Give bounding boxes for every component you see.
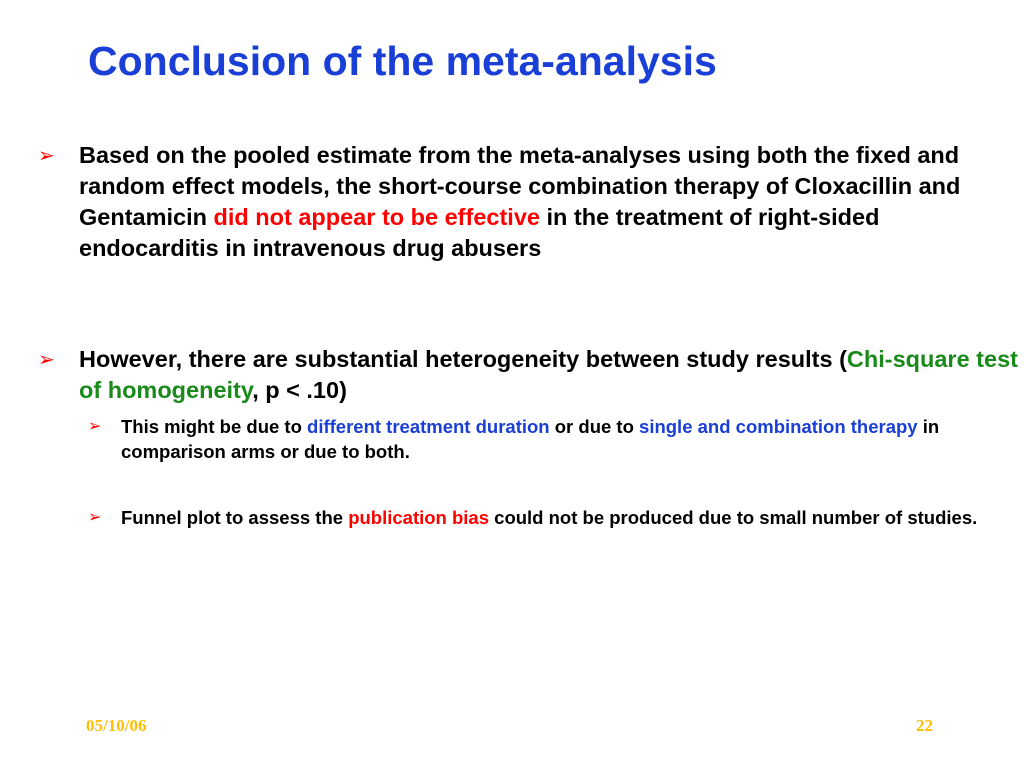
sub-bullet-treatment-duration xyxy=(88,414,1020,464)
bullet-text xyxy=(79,140,1018,264)
bullet-text-part: could not be produced due to small number of studies. xyxy=(489,507,978,528)
arrow-bullet-icon: ➢ xyxy=(38,349,55,371)
arrow-bullet-icon: ➢ xyxy=(88,509,102,526)
bullet-text-part: , p < .10) xyxy=(252,377,347,403)
bullet-text-part: Based on the pooled estimate from the meta-analyses using both the fixed and random effect models, the short-course combination therapy of Cloxacillin and Gentamicin xyxy=(79,142,961,230)
emphasis-treatment-duration: different treatment duration xyxy=(307,416,550,437)
bullet-text-part: However, there are substantial heterogeneity between study results ( xyxy=(79,346,847,372)
bullet-text-part: in the treatment of right-sided endocarditis in intravenous drug abusers xyxy=(79,204,880,261)
footer-date: 05/10/06 xyxy=(86,716,147,735)
slide-title: Conclusion of the meta-analysis xyxy=(88,38,717,84)
bullet-text xyxy=(121,414,1020,464)
emphasis-combination-therapy: single and combination therapy xyxy=(639,416,918,437)
arrow-bullet-icon: ➢ xyxy=(38,145,55,167)
bullet-text xyxy=(79,344,1018,406)
bullet-text-part: or due to xyxy=(549,416,640,437)
bullet-text-part: Funnel plot to assess the xyxy=(121,507,349,528)
emphasis-not-effective: did not appear to be effective xyxy=(213,204,540,230)
arrow-bullet-icon: ➢ xyxy=(88,418,102,435)
bullet-text xyxy=(121,505,1020,530)
bullet-heterogeneity xyxy=(38,344,1018,406)
emphasis-publication-bias: publication bias xyxy=(348,507,490,528)
sub-bullet-funnel-plot xyxy=(88,505,1020,530)
bullet-text-part: in comparison arms or due to both. xyxy=(121,416,940,462)
emphasis-chi-square: Chi-square test of homogeneity xyxy=(79,346,1018,403)
bullet-pooled-estimate xyxy=(38,140,1018,264)
footer-page-number: 22 xyxy=(916,716,933,735)
bullet-text-part: This might be due to xyxy=(121,416,308,437)
